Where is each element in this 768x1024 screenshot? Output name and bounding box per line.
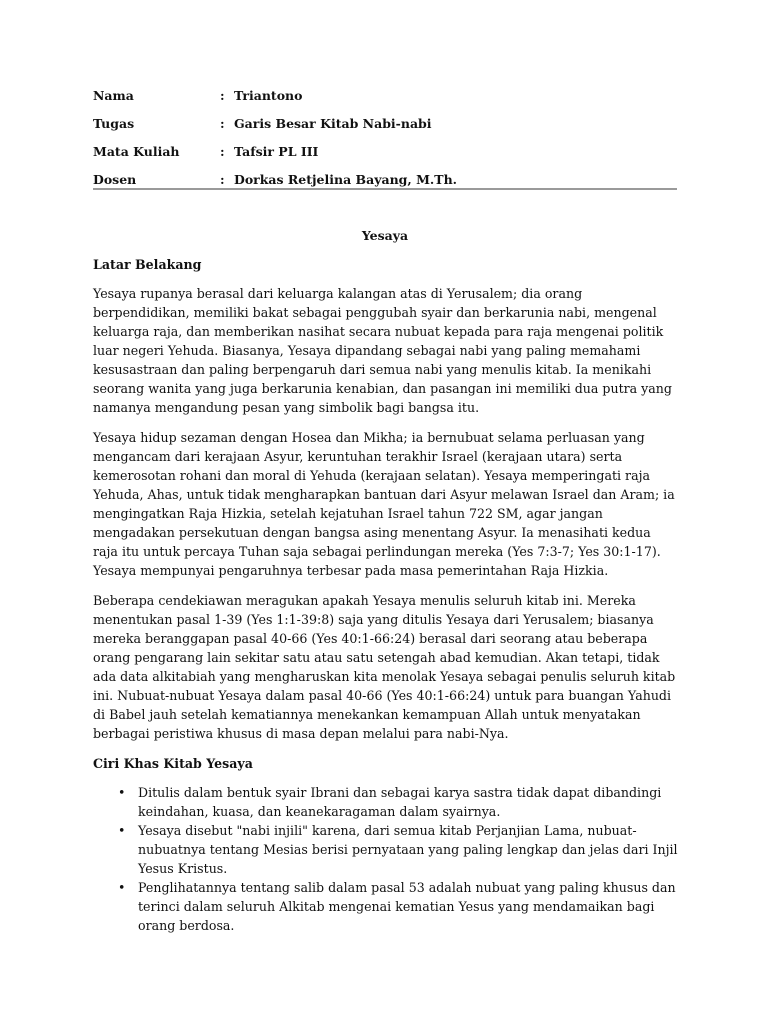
document-title: Yesaya [361,228,409,243]
paragraph: Yesaya hidup sezaman dengan Hosea dan Mikha; ia bernubuat selama perluasan yang mengancam dari kerajaan Asyur, keruntuhan terakhir Israel (kerajaan utara) serta kemerosotan rohani dan moral di Yehuda (kerajaan selatan). Yesaya memperingati raja Yehuda, Ahas, untuk tidak mengharapkan bantuan dari Asyur melawan Israel dan Aram; ia mengingatkan Raja Hizkia, setelah kejatuhan Israel tahun 722 SM, agar jangan mengadakan persekutuan dengan bangsa asing menentang Asyur. Ia menasihati kedua raja itu untuk percaya Tuhan saja sebagai perlindungan mereka (Yes 7:3-7; Yes 30:1-17). Yesaya mempunyai pengaruhnya terbesar pada masa pemerintahan Raja Hizkia. [93,430,675,578]
feature-list [93,783,679,935]
info-row-tugas [93,112,677,140]
info-colon: : [220,172,225,187]
info-colon: : [220,144,225,159]
list-item [93,821,679,878]
student-info-header [93,84,677,196]
info-colon: : [220,116,225,131]
bullet-icon: • [118,823,126,838]
info-label: Tugas [93,116,135,131]
info-label: Dosen [93,172,137,187]
list-item-text: Ditulis dalam bentuk syair Ibrani dan sebagai karya sastra tidak dapat dibandingi keindahan, kuasa, dan keanekaragaman dalam syairnya. [138,785,662,819]
paragraph: Yesaya rupanya berasal dari keluarga kalangan atas di Yerusalem; dia orang berpendidikan, memiliki bakat sebagai penggubah syair dan berkarunia nabi, mengenal keluarga raja, dan memberikan nasihat secara nubuat kepada para raja mengenai politik luar negeri Yehuda. Biasanya, Yesaya dipandang sebagai nabi yang paling memahami kesusastraan dan paling berpengaruh dari semua nabi yang menulis kitab. Ia menikahi seorang wanita yang juga berkarunia kenabian, dan pasangan ini memiliki dua putra yang namanya mengandung pesan yang simbolik bagi bangsa itu. [93,286,672,415]
list-item [93,878,679,935]
info-row-mata-kuliah [93,140,677,168]
section-heading-latar-belakang: Latar Belakang [93,257,202,272]
list-item [93,783,679,821]
list-item-text: Yesaya disebut "nabi injili" karena, dari semua kitab Perjanjian Lama, nubuat-nubuatnya tentang Mesias berisi pernyataan yang paling lengkap dan jelas dari Injil Yesus Kristus. [138,823,678,876]
info-value-mata-kuliah: Tafsir PL III [234,144,319,159]
paragraph: Beberapa cendekiawan meragukan apakah Yesaya menulis seluruh kitab ini. Mereka menentukan pasal 1-39 (Yes 1:1-39:8) saja yang ditulis Yesaya dari Yerusalem; biasanya mereka beranggapan pasal 40-66 (Yes 40:1-66:24) berasal dari seorang atau beberapa orang pengarang lain sekitar satu atau satu setengah abad kemudian. Akan tetapi, tidak ada data alkitabiah yang mengharuskan kita menolak Yesaya sebagai penulis seluruh kitab ini. Nubuat-nubuat Yesaya dalam pasal 40-66 (Yes 40:1-66:24) untuk para buangan Yahudi di Babel jauh setelah kematiannya menekankan kemampuan Allah untuk menyatakan berbagai peristiwa khusus di masa depan melalui para nabi-Nya. [93,593,676,741]
info-colon: : [220,88,225,103]
info-value-tugas: Garis Besar Kitab Nabi-nabi [234,116,432,131]
info-label: Mata Kuliah [93,144,180,159]
list-item-text: Penglihatannya tentang salib dalam pasal 53 adalah nubuat yang paling khusus dan terinci dalam seluruh Alkitab mengenai kematian Yesus yang mendamaikan bagi orang berdosa. [138,880,676,933]
bullet-icon: • [118,785,126,800]
bullet-icon: • [118,880,126,895]
document-body [93,255,679,935]
info-row-dosen [93,168,677,196]
info-value-dosen: Dorkas Retjelina Bayang, M.Th. [234,172,458,187]
info-value-nama: Triantono [234,88,303,103]
section-heading-ciri-khas: Ciri Khas Kitab Yesaya [93,756,253,771]
header-divider [93,188,677,190]
info-row-nama [93,84,677,112]
info-label: Nama [93,88,134,103]
